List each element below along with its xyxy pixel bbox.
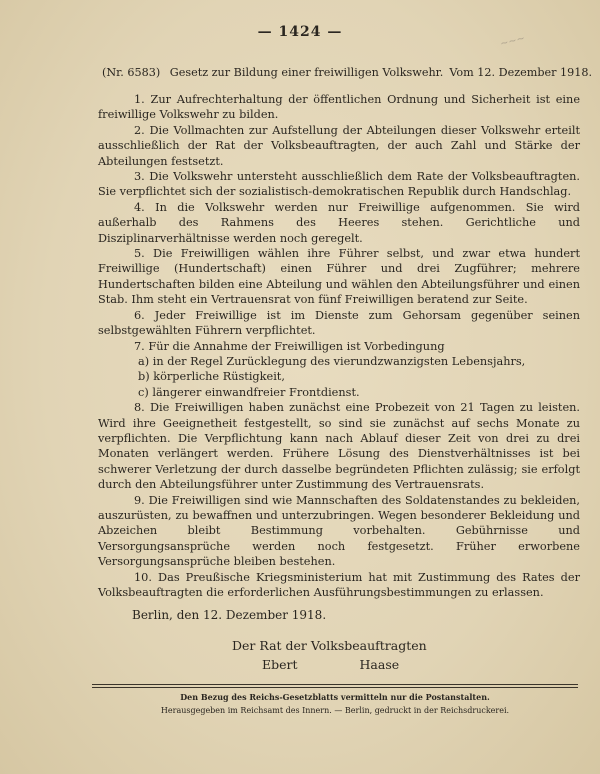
footer-rule-top (92, 684, 578, 685)
paragraph-9: 9. Die Freiwilligen sind wie Mannschaften des Soldatenstandes zu bekleiden, auszurüsten, zu bewaffnen und unterzubringen. Wegen besonderer Bekleidung und Abzeichen bleibt Bestimmung vorbehalten. Gebührnisse und Versorgungsansprüche werden noch festgesetzt. Früher erworbene Versorgungsansprüche bleiben bestehen. (98, 493, 580, 569)
paragraph-6: 6. Jeder Freiwillige ist im Dienste zum Gehorsam gegenüber seinen selbstgewählten Führern verpflichtet. (98, 308, 580, 338)
footer-subscription-note: Den Bezug des Reichs-Gesetzblatts vermitteln nur die Postanstalten. (180, 692, 490, 702)
signatory-haase: Haase (359, 657, 400, 672)
signature-block (232, 638, 457, 672)
paragraph-10: 10. Das Preußische Kriegsministerium hat mit Zustimmung des Rates der Volksbeauftragten die erforderlichen Ausführungsbestimmungen zu erlassen. (98, 570, 580, 599)
law-date: Vom 12. Dezember 1918. (449, 66, 593, 79)
paragraph-5: 5. Die Freiwilligen wählen ihre Führer selbst, und zwar etwa hundert Freiwillige (Hundertschaft) einen Führer und drei Zugführer; mehrere Hundertschaften bilden eine Abteilung und wählen den Abteilungsführer und einen Stab. Ihm steht ein Vertrauensrat von fünf Freiwilligen beratend zur Seite. (98, 247, 580, 307)
footer-publisher-note: Herausgegeben im Reichsamt des Innern. — Berlin, gedruckt in der Reichsdruckerei. (160, 706, 510, 715)
condition-a: a) in der Regel Zurücklegung des vierundzwanzigsten Lebensjahrs, (138, 354, 526, 368)
law-body (98, 92, 580, 600)
law-number: (Nr. 6583) (102, 66, 161, 79)
condition-b: b) körperliche Rüstigkeit, (138, 370, 285, 384)
signatory-ebert: Ebert (262, 657, 298, 672)
paragraph-7: 7. Für die Annahme der Freiwilligen ist Vorbedingung (134, 339, 445, 353)
council-name: Der Rat der Volksbeauftragten (232, 638, 427, 653)
paragraph-3: 3. Die Volkswehr untersteht ausschließlich dem Rate der Volksbeauftragten. Sie verpflichtet sich der sozialistisch-demokratischen Republik durch Handschlag. (98, 170, 580, 199)
pencil-marking: ~~~ (499, 33, 527, 50)
place-date-signoff: Berlin, den 12. Dezember 1918. (132, 608, 327, 622)
law-title-line (102, 66, 593, 79)
paragraph-2: 2. Die Vollmachten zur Aufstellung der Abteilungen dieser Volkswehr erteilt ausschließlich der Rat der Volksbeauftragten, der auch Zahl und Stärke der Abteilungen festsetzt. (98, 123, 580, 168)
footer-rule-bottom (92, 687, 578, 688)
paragraph-4: 4. In die Volkswehr werden nur Freiwillige aufgenommen. Sie wird außerhalb des Rahmens des Heeres stehen. Gerichtliche und Disziplinarverhältnisse werden noch geregelt. (98, 200, 580, 245)
page-number: — 1424 — (257, 24, 343, 40)
paragraph-1: 1. Zur Aufrechterhaltung der öffentlichen Ordnung und Sicherheit ist eine freiwillige Volkswehr zu bilden. (98, 93, 580, 122)
condition-c: c) längerer einwandfreier Frontdienst. (138, 385, 360, 399)
law-title: Gesetz zur Bildung einer freiwilligen Volkswehr. (169, 66, 444, 79)
paragraph-8: 8. Die Freiwilligen haben zunächst eine Probezeit von 21 Tagen zu leisten. Wird ihre Geeignetheit festgestellt, so sind sie zunächst auf sechs Monate zu verpflichten. Die Verpflichtung kann nach Ablauf dieser Zeit von drei zu drei Monaten verlängert werden. Frühere Lösung des Dienstverhältnisses ist bei schwerer Verletzung der durch dasselbe begründeten Pflichten zulässig; sie erfolgt durch den Abteilungsführer unter Zustimmung des Vertrauensrats. (98, 401, 580, 492)
